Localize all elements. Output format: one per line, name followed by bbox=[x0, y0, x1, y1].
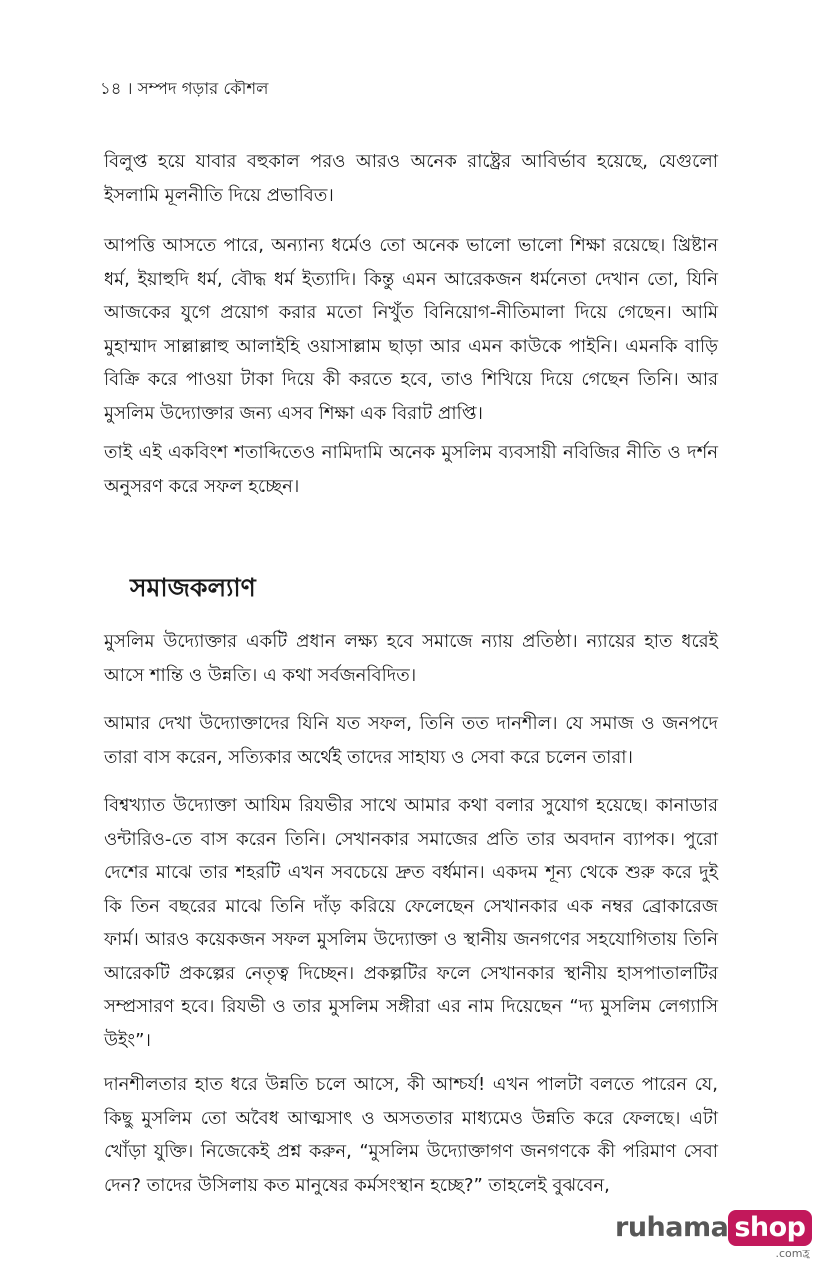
paragraph-5: আমার দেখা উদ্যোক্তাদের যিনি যত সফল, তিনি তত দানশীল। যে সমাজ ও জনপদে তারা বাস করেন, সত্যিকার অর্থেই তাদের সাহায্য ও সেবা করে চলেন তারা। bbox=[104, 713, 718, 768]
running-head: ১৪ । সম্পদ গড়ার কৌশল bbox=[100, 79, 269, 98]
paragraph-4: মুসলিম উদ্যোক্তার একটি প্রধান লক্ষ্য হবে সমাজে ন্যায় প্রতিষ্ঠা। ন্যায়ের হাত ধরেই আসে শান্তি ও উন্নতি। এ কথা সর্বজনবিদিত। bbox=[104, 631, 718, 686]
paragraph-6: বিশ্বখ্যাত উদ্যোক্তা আযিম রিযভীর সাথে আমার কথা বলার সুযোগ হয়েছে। কানাডার ওন্টারিও-তে বাস করেন তিনি। সেখানকার সমাজের প্রতি তার অবদান ব্যাপক। পুরো দেশের মাঝে তার শহরটি এখন সবচেয়ে দ্রুত বর্ধমান। একদম শূন্য থেকে শুরু করে দুই কি তিন বছরের মাঝে তিনি দাঁড় করিয়ে ফেলেছেন সেখানকার এক নম্বর ব্রোকারেজ ফার্ম। আরও কয়েকজন সফল মুসলিম উদ্যোক্তা ও স্থানীয় জনগণের সহযোগিতায় তিনি আরেকটি প্রকল্পের নেতৃত্ব দিচ্ছেন। প্রকল্পটির ফলে সেখানকার স্থানীয় হাসপাতালটির সম্প্রসারণ হবে। রিযভী ও তার মুসলিম সঙ্গীরা এর নাম দিয়েছেন “দ্য মুসলিম লেগ্যাসি উইং”। bbox=[104, 795, 718, 1051]
logo-wordmark-left: ruhama bbox=[615, 1212, 729, 1243]
logo-domain-suffix: .comহ্র bbox=[775, 1247, 810, 1260]
logo-wordmark-right: shop bbox=[728, 1210, 811, 1246]
paragraph-7: দানশীলতার হাত ধরে উন্নতি চলে আসে, কী আশ্চর্য! এখন পালটা বলতে পারেন যে, কিছু মুসলিম তো অবৈধ আত্মসাৎ ও অসততার মাধ্যমেও উন্নতি করে ফেলছে। এটা খোঁড়া যুক্তি। নিজেকেই প্রশ্ন করুন, “মুসলিম উদ্যোক্তাগণ জনগণকে কী পরিমাণ সেবা দেন? তাদের উসিলায় কত মানুষের কর্মসংস্থান হচ্ছে?” তাহলেই বুঝবেন, bbox=[104, 1074, 718, 1196]
ruhamashop-logo bbox=[615, 1210, 812, 1264]
paragraph-2: আপত্তি আসতে পারে, অন্যান্য ধর্মেও তো অনেক ভালো ভালো শিক্ষা রয়েছে। খ্রিষ্টান ধর্ম, ইয়াহুদি ধর্ম, বৌদ্ধ ধর্ম ইত্যাদি। কিন্তু এমন আরেকজন ধর্মনেতা দেখান তো, যিনি আজকের যুগে প্রয়োগ করার মতো নিখুঁত বিনিয়োগ-নীতিমালা দিয়ে গেছেন। আমি মুহাম্মাদ সাল্লাল্লাহু আলাইহি ওয়াসাল্লাম ছাড়া আর এমন কাউকে পাইনি। এমনকি বাড়ি বিক্রি করে পাওয়া টাকা দিয়ে কী করতে হবে, তাও শিখিয়ে দিয়ে গেছেন তিনি। আর মুসলিম উদ্যোক্তার জন্য এসব শিক্ষা এক বিরাট প্রাপ্তি। bbox=[104, 235, 718, 424]
paragraph-1: বিলুপ্ত হয়ে যাবার বহুকাল পরও আরও অনেক রাষ্ট্রের আবির্ভাব হয়েছে, যেগুলো ইসলামি মূলনীতি দিয়ে প্রভাবিত। bbox=[104, 151, 718, 206]
logo-badge bbox=[728, 1210, 811, 1264]
section-heading: সমাজকল্যাণ bbox=[130, 573, 256, 602]
paragraph-3: তাই এই একবিংশ শতাব্দিতেও নামিদামি অনেক মুসলিম ব্যবসায়ী নবিজির নীতি ও দর্শন অনুসরণ করে সফল হচ্ছেন। bbox=[104, 442, 718, 497]
